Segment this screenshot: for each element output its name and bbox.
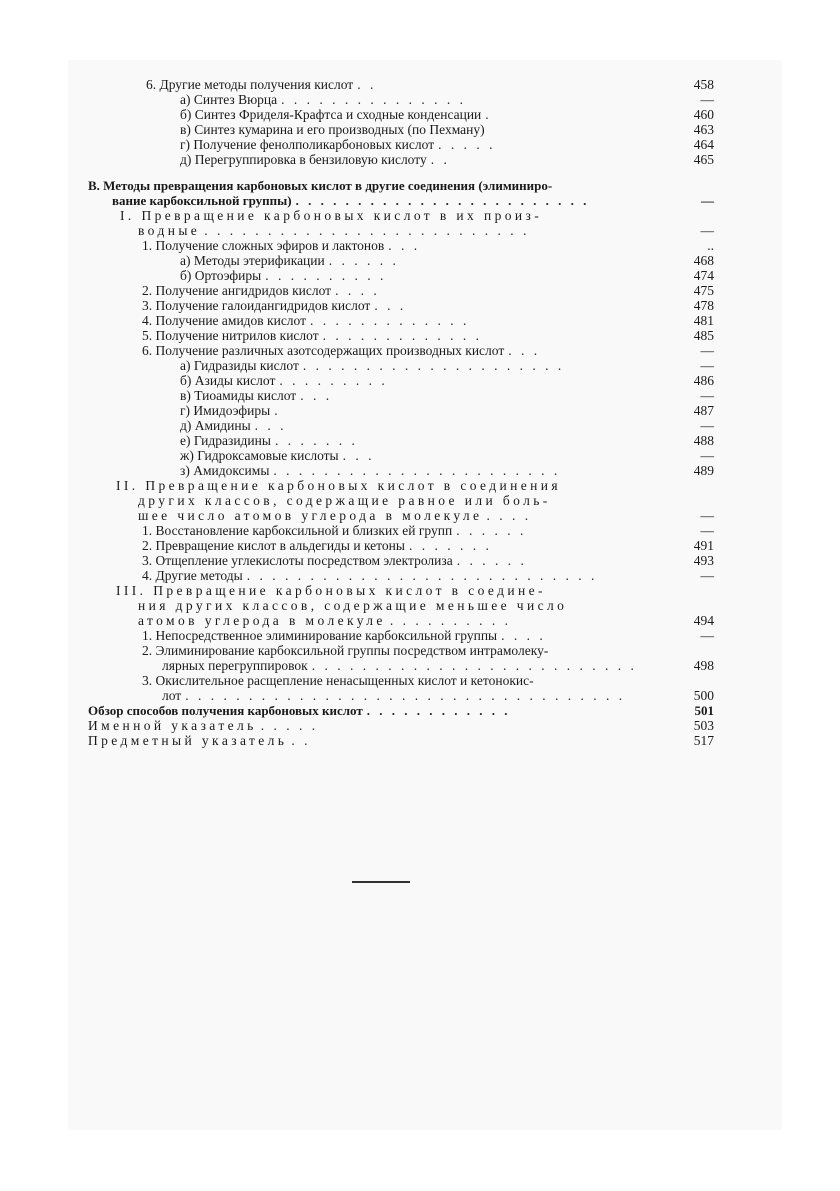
toc-entry [88,538,714,553]
toc-entry [88,598,714,613]
toc-entry [88,508,714,523]
toc-leader-dots: . . . [374,298,407,313]
toc-entry [88,658,714,673]
toc-page-number: — [701,193,714,208]
toc-leader-dots: . . . . . . . [408,538,492,553]
toc-entry [88,673,714,688]
toc-leader-dots: . . . . . . . . . . . . . . . . . . . . . . . . . . . . . . . . . . . [185,688,626,703]
toc-entry [88,613,714,628]
toc-page-number: — [700,523,714,538]
toc-entry-title: г) Получение фенолполикарбоновых кислот [180,137,435,152]
toc-page-number: — [700,223,714,238]
toc-entry-title: других классов, содержащие равное или боль- [138,493,551,508]
toc-entry-title: Обзор способов получения карбоновых кислот [88,703,363,718]
table-of-contents [88,77,714,748]
toc-page-number: .. [707,238,714,253]
toc-leader-dots: . . . . . . . [274,433,358,448]
toc-entry-title: атомов углерода в молекуле [138,613,386,628]
toc-entry [88,703,714,718]
toc-entry-title: Именной указатель [88,718,257,733]
toc-entry [88,403,714,418]
toc-entry [88,418,714,433]
toc-entry-title: 2. Превращение кислот в альдегиды и кетоны [142,538,405,553]
toc-entry [88,433,714,448]
toc-entry [88,388,714,403]
toc-leader-dots: . . . . . . . . . . . . . . . . . . . . . [302,358,565,373]
toc-entry [88,478,714,493]
toc-leader-dots: . . . . . . . . . . [389,613,511,628]
toc-entry [88,553,714,568]
toc-leader-dots: . . . [342,448,375,463]
toc-page-number: 517 [693,733,714,748]
toc-leader-dots: . . [357,77,377,92]
toc-page-number: 478 [693,298,714,313]
toc-entry [88,77,714,92]
toc-leader-dots: . . . . . . . . . . . . . . . . . . . . . . . . . . [204,223,530,238]
toc-entry-title: вание карбоксильной группы) [112,193,292,208]
toc-entry-title: II. Превращение карбоновых кислот в соединения [116,478,562,493]
toc-entry-title: б) Азиды кислот [180,373,276,388]
toc-entry-title: 3. Окислительное расщепление ненасыщенных кислот и кетонокис- [142,673,534,688]
toc-entry-title: 4. Получение амидов кислот [142,313,307,328]
toc-entry-title: а) Синтез Вюрца [180,92,278,107]
toc-entry [88,193,714,208]
toc-entry-title: 1. Непосредственное элиминирование карбоксильной группы [142,628,498,643]
toc-page-number: 503 [693,718,714,733]
toc-entry [88,208,714,223]
toc-entry-title: б) Синтез Фриделя-Крафтса и сходные конденсации [180,107,482,122]
toc-page-number: — [700,358,714,373]
toc-entry-title: I. Превращение карбоновых кислот в их произ- [120,208,543,223]
toc-page-number: 460 [693,107,714,122]
toc-leader-dots: . . . . . . . . . . [265,268,387,283]
toc-entry [88,238,714,253]
toc-entry-title: 3. Получение галоидангидридов кислот [142,298,371,313]
toc-entry-title: в) Тиоамиды кислот [180,388,297,403]
toc-leader-dots: . . . . . . . . . . . . . . . . . . . . . . . . [295,193,590,208]
toc-entry-title: 3. Отщепление углекислоты посредством электролиза [142,553,453,568]
toc-page-number: 500 [693,688,714,703]
toc-leader-dots: . . . . . [260,718,319,733]
toc-entry [88,568,714,583]
toc-leader-dots: . . [291,733,311,748]
toc-page-number: — [700,508,714,523]
toc-entry [88,253,714,268]
toc-entry-title: а) Гидразиды кислот [180,358,299,373]
toc-entry [88,178,714,193]
section-divider [352,881,410,883]
toc-leader-dots: . . . . [335,283,380,298]
toc-entry [88,463,714,478]
toc-leader-dots: . [274,403,281,418]
toc-entry [88,718,714,733]
toc-leader-dots: . . . . . . [328,253,399,268]
toc-entry-title: лярных перегруппировок [162,658,308,673]
toc-entry [88,493,714,508]
toc-entry [88,328,714,343]
toc-leader-dots: . [485,107,492,122]
toc-leader-dots: . . . . . . . . . . . . . . . . . . . . . . . . . . . . [246,568,598,583]
toc-entry-title: лот [162,688,182,703]
toc-entry-title: д) Амидины [180,418,251,433]
toc-entry-title: Предметный указатель [88,733,288,748]
toc-entry-title: в) Синтез кумарина и его производных (по Пехману) [180,122,485,137]
toc-entry [88,448,714,463]
toc-entry-title: з) Амидоксимы [180,463,270,478]
toc-leader-dots: . . . . . . [456,553,527,568]
toc-entry-title: ж) Гидроксамовые кислоты [180,448,339,463]
toc-page-number: 485 [693,328,714,343]
toc-entry-title: шее число атомов углерода в молекуле [138,508,483,523]
toc-entry [88,268,714,283]
toc-entry [88,583,714,598]
toc-page-number: 494 [693,613,714,628]
toc-leader-dots: . . . . . . . . . . . . . [310,313,470,328]
toc-entry [88,92,714,107]
toc-entry-title: 1. Получение сложных эфиров и лактонов [142,238,385,253]
toc-leader-dots: . . . [508,343,541,358]
toc-page-number: 474 [693,268,714,283]
toc-leader-dots: . . . [388,238,421,253]
toc-entry-title: водные [138,223,201,238]
toc-page-number: 493 [693,553,714,568]
toc-entry [88,373,714,388]
toc-leader-dots: . . . . . . [456,523,527,538]
toc-entry-title: III. Превращение карбоновых кислот в соедине- [116,583,546,598]
toc-page-number: 501 [694,703,714,718]
toc-entry-title: б) Ортоэфиры [180,268,262,283]
toc-entry [88,343,714,358]
toc-entry [88,223,714,238]
toc-page-number: 458 [693,77,714,92]
toc-page-number: 487 [693,403,714,418]
toc-page-number: — [700,628,714,643]
toc-entry-title: ния других классов, содержащие меньшее число [138,598,568,613]
toc-entry [88,643,714,658]
toc-leader-dots: . . . . . . . . . . . . . . . . . . . . . . . . . . [311,658,637,673]
toc-leader-dots: . . . . . . . . . . . . . . . [281,92,467,107]
toc-entry-title: д) Перегруппировка в бензиловую кислоту [180,152,427,167]
toc-page-number: 491 [693,538,714,553]
toc-page-number: 475 [693,283,714,298]
toc-page-number: 465 [693,152,714,167]
toc-page-number: 488 [693,433,714,448]
toc-entry [88,152,714,167]
toc-page-number: 468 [693,253,714,268]
toc-leader-dots: . . . . [501,628,546,643]
toc-entry-title: г) Имидоэфиры [180,403,271,418]
toc-entry-title: е) Гидразидины [180,433,271,448]
toc-leader-dots: . . . [254,418,287,433]
toc-leader-dots: . . . . [486,508,532,523]
toc-entry [88,688,714,703]
toc-entry-title: 2. Получение ангидридов кислот [142,283,332,298]
toc-leader-dots: . . . . . . . . . . . . [366,703,511,718]
toc-page-number: — [700,388,714,403]
toc-page-number: — [700,448,714,463]
toc-leader-dots: . . [430,152,450,167]
toc-entry-title: 6. Другие методы получения кислот [146,77,354,92]
toc-page-number: 463 [693,122,714,137]
toc-entry-title: 5. Получение нитрилов кислот [142,328,319,343]
toc-leader-dots: . . . . . . . . . . . . . [322,328,482,343]
toc-entry-title: 2. Элиминирование карбоксильной группы посредством интрамолеку- [142,643,549,658]
toc-entry-title: 1. Восстановление карбоксильной и близких ей групп [142,523,453,538]
section-gap [88,167,714,178]
toc-leader-dots: . . . . . [438,137,496,152]
toc-page-number: 489 [693,463,714,478]
toc-page-number: — [700,92,714,107]
toc-entry [88,298,714,313]
toc-page-number: 464 [693,137,714,152]
toc-leader-dots: . . . [300,388,333,403]
toc-entry [88,733,714,748]
toc-page-number: 498 [693,658,714,673]
toc-entry [88,358,714,373]
toc-entry-title: 6. Получение различных азотсодержащих производных кислот [142,343,505,358]
toc-page-number: — [700,568,714,583]
toc-leader-dots: . . . . . . . . . [279,373,388,388]
toc-entry [88,107,714,122]
toc-entry [88,523,714,538]
toc-page-number: — [700,418,714,433]
toc-entry-title: 4. Другие методы [142,568,243,583]
toc-entry-title: а) Методы этерификации [180,253,325,268]
toc-page-number: 486 [693,373,714,388]
toc-entry [88,137,714,152]
toc-leader-dots: . . . . . . . . . . . . . . . . . . . . . . . [273,463,561,478]
toc-page-number: — [700,343,714,358]
toc-entry [88,313,714,328]
toc-page-number: 481 [693,313,714,328]
toc-entry [88,283,714,298]
toc-entry-title: В. Методы превращения карбоновых кислот в другие соединения (элиминиро- [88,178,553,193]
toc-entry [88,122,714,137]
toc-entry [88,628,714,643]
